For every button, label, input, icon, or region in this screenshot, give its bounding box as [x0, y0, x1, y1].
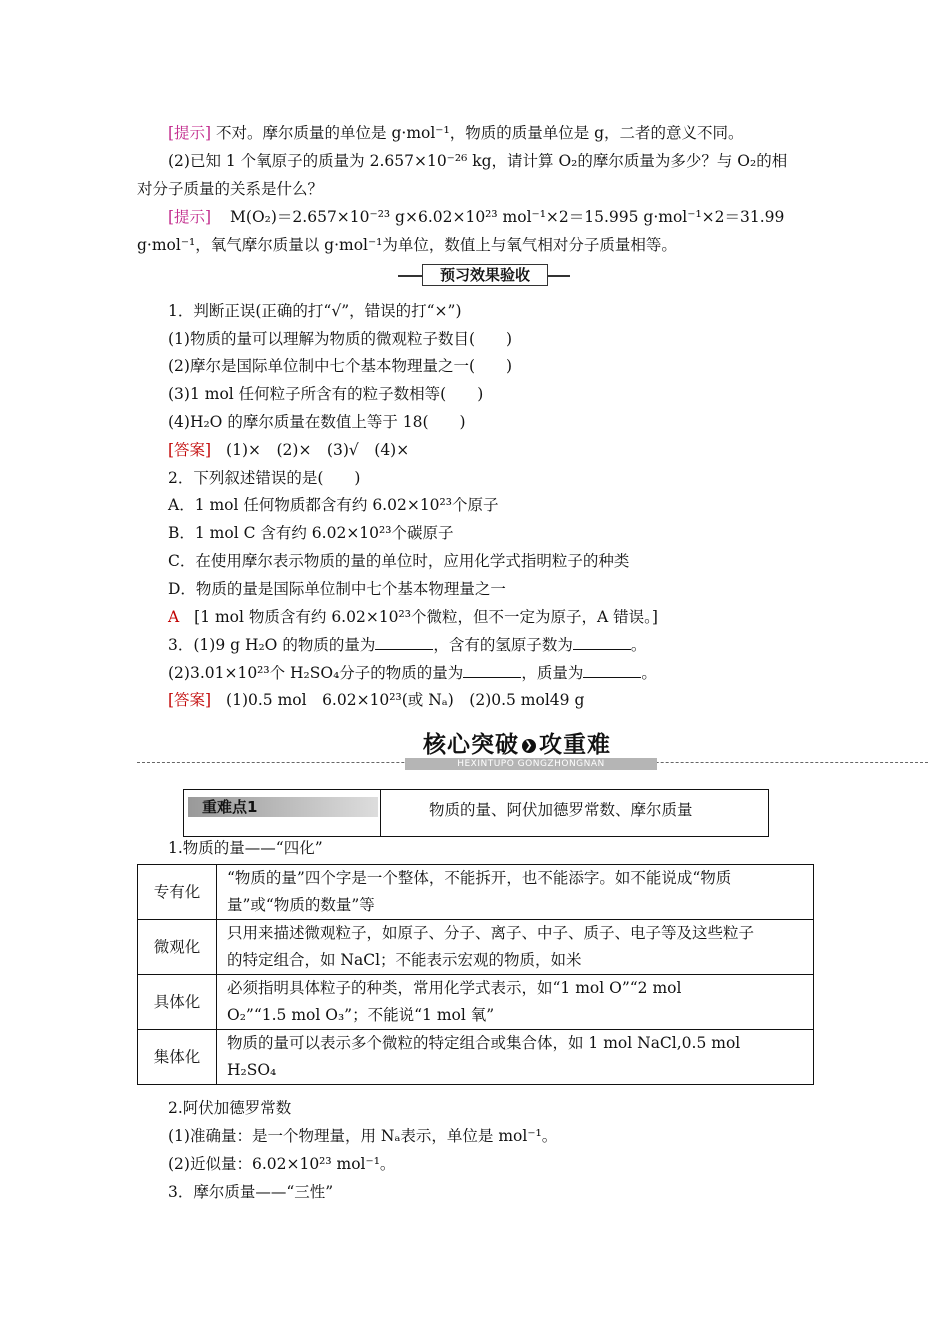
fill-blank[interactable] [573, 635, 631, 650]
answer-text: (1)× (2)× (3)√ (4)× [226, 441, 410, 459]
part-2-item: (1)准确量：是一个物理量，用 Nₐ表示，单位是 mol⁻¹。 [168, 1127, 558, 1145]
answer-line-1 [168, 440, 409, 460]
answer-text: (1)0.5 mol 6.02×10²³(或 Nₐ) (2)0.5 mol49 g [226, 691, 585, 709]
section-heading-pinyin: HEXINTUPO GONGZHONGNAN [405, 758, 657, 770]
quiz-item: (4)H₂O 的摩尔质量在数值上等于 18( ) [168, 413, 466, 431]
row-head: 具体化 [138, 975, 217, 1030]
quiz-item: (2)摩尔是国际单位制中七个基本物理量之一( ) [168, 357, 513, 375]
section-heading: 核心突破 ❯ 攻重难 [423, 732, 611, 758]
question-2-line-2: 对分子质量的关系是什么？ [137, 180, 324, 198]
answer-explanation: [1 mol 物质含有约 6.02×10²³个微粒，但不一定为原子，A 错误。] [194, 608, 658, 626]
four-aspects-table [137, 864, 814, 1085]
row-head: 集体化 [138, 1030, 217, 1085]
hint-line-1 [168, 123, 744, 143]
row-content: 物质的量可以表示多个微粒的特定组合或集合体，如 1 mol NaCl,0.5 mol H₂SO₄ [217, 1030, 814, 1085]
part-2-heading: 2.阿伏加德罗常数 [168, 1099, 292, 1117]
quiz-question-2: 2．下列叙述错误的是( ) [168, 469, 361, 487]
section-badge [398, 264, 570, 286]
quiz-question-1: 1．判断正误(正确的打“√”，错误的打“×”) [168, 302, 462, 320]
quiz-option: B．1 mol C 含有约 6.02×10²³个碳原子 [168, 524, 454, 542]
part-3-heading: 3．摩尔质量——“三性” [168, 1183, 334, 1201]
key-point-box [183, 789, 769, 837]
quiz-question-3b: (2)3.01×10²³个 H₂SO₄分子的物质的量为 ，质量为 。 [168, 664, 657, 682]
quiz-option: A．1 mol 任何物质都含有约 6.02×10²³个原子 [168, 496, 499, 514]
row-head: 专有化 [138, 865, 217, 920]
hint-tag: [提示] [168, 208, 212, 226]
key-point-title: 物质的量、阿伏加德罗常数、摩尔质量 [429, 801, 693, 819]
answer-line-2 [168, 607, 658, 627]
question-2-line-1: (2)已知 1 个氧原子的质量为 2.657×10⁻²⁶ kg，请计算 O₂的摩尔质量为多少？与 O₂的相 [168, 152, 788, 170]
table-row [138, 975, 814, 1030]
row-head: 微观化 [138, 920, 217, 975]
key-point-label: 重难点1 [188, 797, 378, 817]
quiz-option: D．物质的量是国际单位制中七个基本物理量之一 [168, 580, 506, 598]
part-2-item: (2)近似量：6.02×10²³ mol⁻¹。 [168, 1155, 396, 1173]
answer-line-3 [168, 690, 584, 710]
hint-2-line-2: g·mol⁻¹，氧气摩尔质量以 g·mol⁻¹为单位，数值上与氧气相对分子质量相等。 [137, 236, 677, 254]
quiz-item: (3)1 mol 任何粒子所含有的粒子数相等( ) [168, 385, 484, 403]
row-content: 只用来描述微观粒子，如原子、分子、离子、中子、质子、电子等及这些粒子 的特定组合，如 NaCl；不能表示宏观的物质，如米 [217, 920, 814, 975]
table-row [138, 1030, 814, 1085]
table-row [138, 920, 814, 975]
quiz-item: (1)物质的量可以理解为物质的微观粒子数目( ) [168, 330, 513, 348]
section-badge-label: 预习效果验收 [422, 264, 548, 286]
part-1-heading: 1.物质的量——“四化” [168, 839, 323, 857]
hint-text: 不对。摩尔质量的单位是 g·mol⁻¹，物质的质量单位是 g，二者的意义不同。 [216, 124, 744, 142]
quiz-option: C．在使用摩尔表示物质的量的单位时，应用化学式指明粒子的种类 [168, 552, 630, 570]
hint-2-line-1 [168, 207, 784, 227]
fill-blank[interactable] [583, 663, 641, 678]
arrow-icon: ❯ [522, 739, 536, 753]
hint-2-text: M(O₂)＝2.657×10⁻²³ g×6.02×10²³ mol⁻¹×2＝15.995 g·mol⁻¹×2＝31.99 [230, 208, 785, 226]
row-content: “物质的量”四个字是一个整体，不能拆开，也不能添字。如不能说成“物质 量”或“物质的数量”等 [217, 865, 814, 920]
answer-tag: [答案] [168, 691, 212, 709]
fill-blank[interactable] [375, 635, 433, 650]
fill-blank[interactable] [463, 663, 521, 678]
answer-letter: A [168, 608, 180, 626]
hint-tag: [提示] [168, 124, 212, 142]
table-row [138, 865, 814, 920]
row-content: 必须指明具体粒子的种类，常用化学式表示，如“1 mol O”“2 mol O₂”“1.5 mol O₃”；不能说“1 mol 氧” [217, 975, 814, 1030]
quiz-question-3a: 3．(1)9 g H₂O 的物质的量为 ，含有的氢原子数为 。 [168, 636, 647, 654]
answer-tag: [答案] [168, 441, 212, 459]
